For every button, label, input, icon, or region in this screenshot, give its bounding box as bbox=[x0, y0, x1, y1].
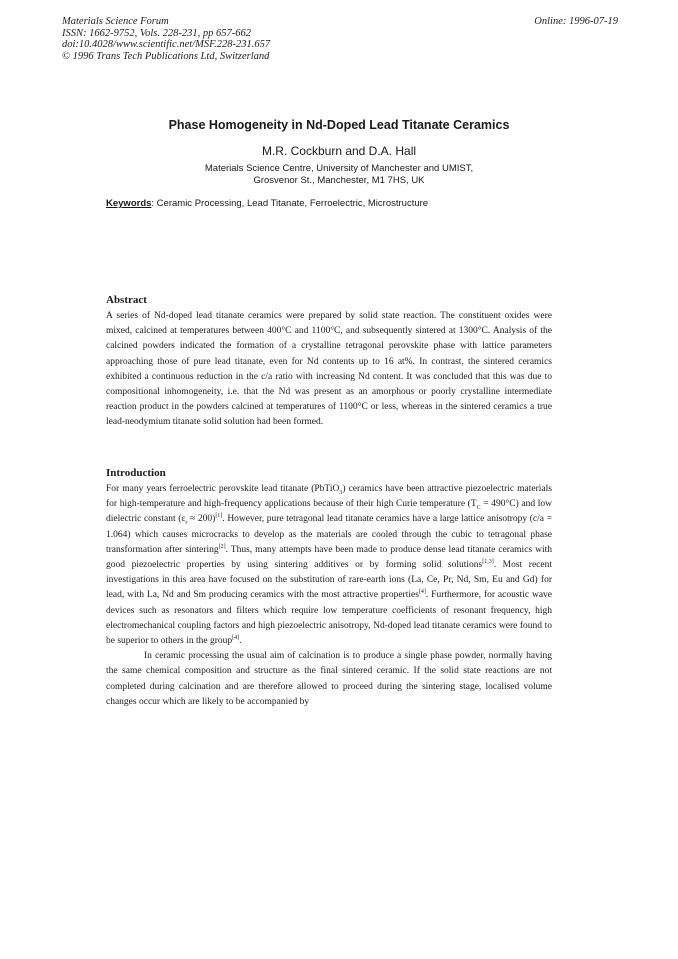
affiliation-line-1: Materials Science Centre, University of Manchester and UMIST, bbox=[204, 163, 474, 174]
affiliation bbox=[0, 163, 678, 187]
abstract-heading: Abstract bbox=[106, 294, 147, 306]
introduction-section bbox=[106, 467, 552, 710]
paper-title: Phase Homogeneity in Nd-Doped Lead Titanate Ceramics bbox=[168, 118, 510, 132]
citation-ref: [4] bbox=[232, 634, 240, 641]
citation-ref: [2] bbox=[218, 543, 226, 550]
copyright-line: © 1996 Trans Tech Publications Ltd, Switzerland bbox=[62, 50, 270, 62]
keywords-list: : Ceramic Processing, Lead Titanate, Ferroelectric, Microstructure bbox=[151, 198, 429, 209]
citation-ref: [4] bbox=[418, 589, 426, 596]
abstract-section bbox=[106, 294, 552, 431]
affiliation-line-2: Grosvenor St., Manchester, M1 7HS, UK bbox=[253, 175, 425, 186]
journal-header bbox=[62, 16, 270, 62]
keywords bbox=[106, 198, 566, 209]
keywords-label: Keywords bbox=[106, 198, 152, 209]
online-date: Online: 1996-07-19 bbox=[534, 16, 618, 27]
abstract-text: A series of Nd-doped lead titanate ceramics were prepared by solid state reaction. The constituent oxides were mixed, calcined at temperatures between 400°C and 1100°C, and subsequently sintered at 1300°C. Analysis of the calcined powders indicated the formation of a crystalline tetragonal perovskite phase with lattice parameters approaching those of pure lead titanate, even for Nd contents up to 16 at%. In contrast, the sintered ceramics exhibited a continuous reduction in the c/a ratio with increasing Nd content. It was concluded that this was due to compositional inhomogeneity, i.e. that the Nd was present as an amorphous or poorly crystalline intermediate reaction product in the powders calcined at temperatures of 1100°C or less, whereas in the sintered ceramics a true lead-neodymium titanate solid solution had been formed. bbox=[106, 311, 552, 428]
introduction-paragraph-2: In ceramic processing the usual aim of calcination is to produce a single phase powder, normally having the same chemical composition and structure as the final sintered ceramic. If the solid state reactions are not completed during calcination and are therefore allowed to proceed during the sintering stage, localised volume changes occur which are likely to be accompanied by bbox=[106, 651, 552, 707]
doi-line: doi:10.4028/www.scientific.net/MSF.228-231.657 bbox=[62, 39, 271, 50]
introduction-paragraph-1: For many years ferroelectric perovskite lead titanate (PbTiO$_3$) ceramics have been attractive piezoelectric materials for high-temperature and high-frequency applications because of their high Curie temperature $(T_C = 490^\circ C)$ and low dielectric constant $(\varepsilon_r \approx 200)[1]$. However, pure tetragonal lead titanate ceramics have a large lattice anisotropy (c/a = 1.064) which causes microcracks to develop as the materials are cooled through the cubic to tetragonal phase transformation after sintering[2]. Thus, many attempts have been made to produce dense lead titanate ceramics with good piezoelectric properties by using sintering additives or by forming solid solutions[1,3]. Most recent investigations in this area have focused on the substitution of rare-earth ions (La, Ce, Pr, Nd, Sm, Eu and Gd) for lead, with La, Nd and Sm producing ceramics with the most attractive properties[4]. Furthermore, for acoustic wave devices such as resonators and filters which require low temperature coefficients of resonant frequency, high electromechanical coupling factors and high piezoelectric anisotropy, Nd-doped lead titanate ceramics were found to be superior to others in the group[4]. bbox=[106, 484, 553, 647]
issn-line: ISSN: 1662-9752, Vols. 228-231, pp 657-662 bbox=[62, 27, 251, 39]
citation-ref: [1,3] bbox=[482, 558, 494, 565]
journal-name: Materials Science Forum bbox=[62, 16, 169, 27]
introduction-heading: Introduction bbox=[106, 467, 166, 479]
citation-ref: [1] bbox=[215, 513, 223, 520]
paper-authors: M.R. Cockburn and D.A. Hall bbox=[261, 144, 417, 158]
